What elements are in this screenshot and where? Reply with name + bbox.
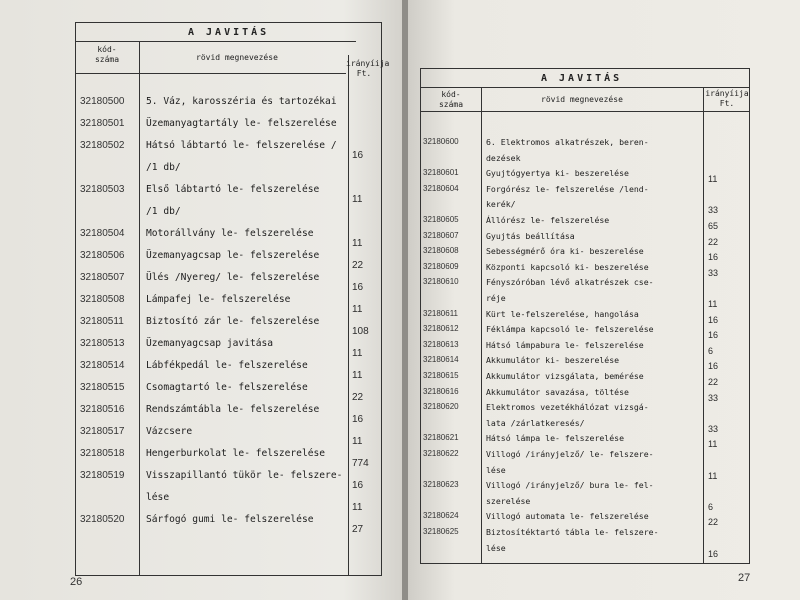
row-code: 32180608	[423, 246, 459, 256]
row-code: 32180609	[423, 261, 459, 271]
row-description: lése	[146, 492, 170, 503]
left-page-number: 26	[70, 576, 83, 588]
row-description: lése	[486, 542, 506, 553]
row-code: 32180511	[80, 316, 124, 327]
row-code: 32180515	[80, 382, 125, 393]
left-table-title: A JAVITÁS	[188, 27, 270, 38]
row-code: 32180612	[423, 324, 459, 334]
left-header-code: kód- száma	[94, 45, 120, 64]
row-description: lése	[486, 464, 506, 475]
row-price: 16	[708, 252, 719, 263]
row-price: 11	[352, 304, 363, 315]
row-description: Sebességmérő óra ki- beszerelése	[486, 246, 644, 257]
row-description: 6. Elektromos alkatrészek, beren-	[486, 137, 649, 147]
row-description: Hátsó lábtartó le- felszerelése /	[146, 140, 337, 151]
row-description: kerék/	[486, 199, 516, 210]
row-price: 11	[708, 439, 718, 450]
row-description: szerelése	[486, 495, 531, 506]
row-code: 32180500	[80, 96, 125, 107]
row-description: Villogó automata le- felszerelése	[486, 511, 649, 522]
row-price: 6	[708, 501, 714, 512]
row-description: /1 db/	[146, 162, 181, 173]
row-description: Akkumulátor savazása, töltése	[486, 386, 629, 397]
row-description: Üzemanyagcsap le- felszerelése	[146, 250, 320, 261]
left-header-desc: rövid megnevezése	[196, 53, 278, 62]
row-price: 65	[708, 221, 719, 231]
row-description: Elektromos vezetékhálózat vizsgá-	[486, 402, 649, 413]
row-code: 32180615	[423, 371, 459, 380]
row-code: 32180622	[423, 449, 459, 458]
row-price: 33	[708, 392, 719, 403]
row-description: Kürt le-felszerelése, hangolása	[486, 308, 639, 319]
row-code: 32180513	[80, 338, 125, 349]
row-description: Villogó /irányjelző/ bura le- fel-	[486, 480, 654, 491]
row-price: 11	[708, 470, 718, 481]
row-description: lata /zárlatkeresés/	[486, 417, 585, 428]
row-price: 16	[352, 414, 364, 425]
row-description: dezések	[486, 152, 521, 163]
row-description: Féklámpa kapcsoló le- felszerelése	[486, 324, 654, 335]
row-code: 32180625	[423, 527, 459, 536]
right-header-desc: rövid megnevezése	[541, 95, 623, 104]
row-code: 32180520	[80, 514, 125, 525]
right-page-number: 27	[738, 572, 751, 584]
row-description: 5. Váz, karosszéria és tartozékai	[146, 96, 337, 107]
row-price: 22	[352, 260, 364, 271]
row-price: 6	[708, 345, 714, 356]
row-description: Motorállvány le- felszerelése	[146, 228, 314, 239]
row-description: réje	[486, 293, 506, 303]
row-price: 11	[352, 194, 363, 205]
row-code: 32180519	[80, 470, 125, 481]
row-code: 32180601	[423, 168, 459, 178]
row-description: Forgórész le- felszerelése /lend-	[486, 183, 649, 194]
row-description: Első lábtartó le- felszerelése	[146, 184, 320, 195]
row-description: Állórész le- felszerelése	[486, 215, 610, 225]
row-description: Gyujtógyertya ki- beszerelése	[486, 168, 629, 179]
row-code: 32180600	[423, 137, 459, 146]
row-price: 22	[708, 517, 719, 528]
row-description: Biztosítéktartó tábla le- felszere-	[486, 527, 659, 537]
row-description: Visszapillantó tükör le- felszere-	[146, 470, 343, 481]
row-code: 32180516	[80, 404, 125, 415]
row-description: Villogó /irányjelző/ le- felszere-	[486, 449, 654, 459]
row-description: Lábfékpedál le- felszerelése	[146, 360, 308, 371]
row-description: Csomagtartó le- felszerelése	[146, 382, 308, 393]
row-price: 33	[708, 267, 719, 278]
row-description: Sárfogó gumi le- felszerelése	[146, 514, 314, 525]
row-price: 11	[352, 436, 363, 447]
row-description: Hátsó lámpabura le- felszerelése	[486, 339, 644, 350]
row-code: 32180613	[423, 339, 459, 349]
right-header-price: irányíija Ft.	[705, 89, 749, 108]
row-code: 32180605	[423, 215, 459, 224]
row-price: 11	[352, 370, 363, 381]
row-price: 11	[708, 299, 718, 309]
row-price: 11	[352, 502, 363, 513]
row-code: 32180621	[423, 433, 459, 443]
row-description: Vázcsere	[146, 426, 193, 437]
row-code: 32180616	[423, 386, 459, 396]
row-price: 16	[352, 150, 364, 161]
row-description: Gyujtás beállítása	[486, 230, 575, 241]
row-code: 32180624	[423, 511, 459, 521]
row-code: 32180620	[423, 402, 459, 412]
row-code: 32180614	[423, 355, 459, 365]
row-code: 32180503	[80, 184, 125, 195]
row-code: 32180508	[80, 294, 125, 305]
row-description: Akkumulátor vizsgálata, bemérése	[486, 371, 644, 381]
row-price: 11	[352, 348, 363, 359]
row-code: 32180518	[80, 448, 125, 459]
row-code: 32180507	[80, 272, 125, 283]
left-header-price: irányíija Ft.	[346, 59, 390, 78]
row-price: 22	[352, 392, 364, 403]
row-description: Központi kapcsoló ki- beszerelése	[486, 261, 649, 272]
row-price: 22	[708, 236, 719, 247]
row-price: 11	[708, 174, 718, 185]
row-description: Biztosító zár le- felszerelése	[146, 316, 320, 327]
row-description: Hengerburkolat le- felszerelése	[146, 448, 326, 459]
row-description: Lámpafej le- felszerelése	[146, 294, 291, 305]
row-price: 33	[708, 423, 719, 434]
row-code: 32180501	[80, 118, 125, 129]
row-code: 32180623	[423, 480, 459, 490]
row-code: 32180514	[80, 360, 125, 371]
row-description: Rendszámtábla le- felszerelése	[146, 404, 320, 415]
row-code: 32180504	[80, 228, 125, 239]
row-price: 11	[352, 238, 363, 249]
row-price: 16	[352, 282, 364, 293]
right-page	[408, 0, 800, 600]
row-description: Hátsó lámpa le- felszerelése	[486, 433, 625, 444]
row-description: Ülés /Nyereg/ le- felszerelése	[146, 272, 320, 283]
row-price: 16	[708, 314, 719, 325]
row-price: 27	[352, 524, 364, 535]
row-description: Üzemanyagcsap javitása	[146, 338, 274, 349]
row-price: 108	[352, 326, 369, 337]
row-code: 32180502	[80, 140, 125, 151]
row-price: 16	[708, 361, 719, 372]
row-code: 32180607	[423, 230, 459, 240]
row-description: /1 db/	[146, 206, 181, 217]
row-code: 32180604	[423, 183, 459, 193]
row-price: 33	[708, 205, 719, 216]
right-header-code: kód- száma	[438, 90, 464, 109]
row-code: 32180611	[423, 308, 458, 318]
row-price: 22	[708, 377, 719, 387]
row-price: 16	[352, 480, 364, 491]
row-code: 32180506	[80, 250, 125, 261]
row-price: 16	[708, 330, 719, 341]
row-price: 774	[352, 458, 369, 469]
row-price: 16	[708, 548, 719, 559]
row-description: Fényszóróban lévő alkatrészek cse-	[486, 277, 654, 288]
row-description: Akkumulátor ki- beszerelése	[486, 355, 620, 366]
right-table-title: A JAVITÁS	[541, 73, 623, 84]
row-code: 32180610	[423, 277, 459, 287]
row-description: Üzemanyagtartály le- felszerelése	[146, 118, 337, 129]
row-code: 32180517	[80, 426, 125, 437]
